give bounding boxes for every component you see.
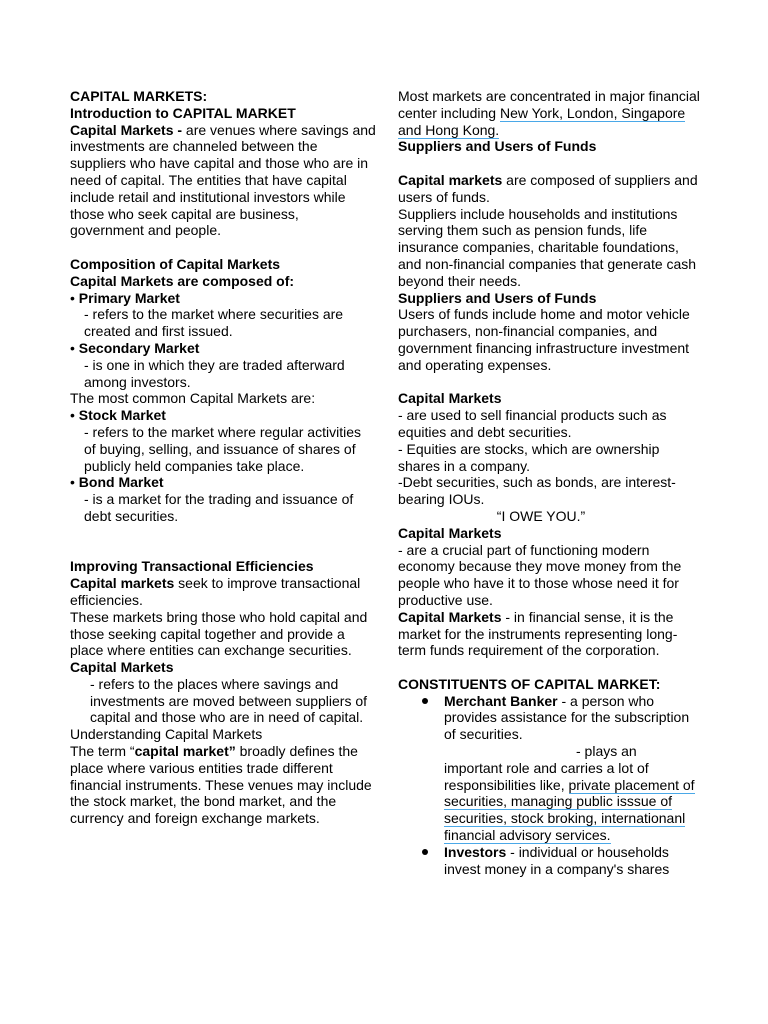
efficiencies-paragraph: These markets bring those who hold capital and those seeking capital together and provide a place where entities can exchange securities. <box>70 608 368 659</box>
debt-line: -Debt securities, such as bonds, are interest-bearing IOUs. <box>398 474 676 508</box>
most-common-markets: The most common Capital Markets are: <box>70 390 316 407</box>
suppliers-paragraph: Suppliers include households and institutions serving them such as pension funds, life insurance companies, charitable foundations, and non-financial companies that generate cash beyond their needs. <box>398 205 697 289</box>
composition-heading: Composition of Capital Markets <box>70 255 281 272</box>
capital-markets-definition-2: - refers to the places where savings and investments are moved between suppliers of capital and those who are in need of capital. <box>90 675 368 726</box>
suppliers-heading: Suppliers and Users of Funds <box>398 138 597 155</box>
efficiencies-heading: Improving Transactional Efficiencies <box>70 558 314 575</box>
equities-line: - Equities are stocks, which are ownership shares in a company. <box>398 440 660 474</box>
right-column <box>398 88 704 877</box>
composed-paragraph: Capital markets are composed of suppliers and users of funds. <box>398 171 698 205</box>
stock-market-item: • Stock Market <box>70 407 166 424</box>
constituents-list <box>398 693 704 878</box>
users-paragraph: Users of funds include home and motor vehicle purchasers, non-financial companies, and government financing infrastructure investment and operating expenses. <box>398 306 690 373</box>
capital-markets-heading-2: Capital Markets <box>70 659 174 676</box>
bond-market-item: • Bond Market <box>70 474 164 491</box>
list-item: Investors - individual or households invest money in a company's shares <box>444 844 704 878</box>
bullet-icon <box>422 698 428 704</box>
secondary-market-definition: - is one in which they are traded afterward among investors. <box>84 356 345 390</box>
efficiencies-definition: Capital markets seek to improve transactional efficiencies. <box>70 575 361 608</box>
primary-market-definition: - refers to the market where securities are created and first issued. <box>84 306 344 340</box>
financial-sense-paragraph: Capital Markets - in financial sense, it is the market for the instruments representing long-term funds requirement of the corporation. <box>398 608 678 659</box>
capital-markets-heading-4: Capital Markets <box>398 524 502 541</box>
crucial-paragraph: - are a crucial part of functioning modern economy because they move money from the people who have it to those whose need it for productive use. <box>398 541 682 608</box>
composed-of-subheading: Capital Markets are composed of: <box>70 272 295 289</box>
merchant-banker-role: - plays an <box>576 743 637 760</box>
secondary-market-item: • Secondary Market <box>70 339 200 356</box>
financial-centers-link[interactable]: New York, London, Singapore and Hong Kong. <box>398 104 686 138</box>
left-column <box>70 88 376 827</box>
understanding-heading: Understanding Capital Markets <box>70 726 263 743</box>
products-line: - are used to sell financial products such as equities and debt securities. <box>398 407 667 440</box>
merchant-banker-responsibilities: important role and carries a lot of responsibilities like, private placement of securities, managing public isssue of securities, stock broking, internationanl financial advisory services. <box>444 759 695 844</box>
doc-title: CAPITAL MARKETS: <box>70 88 208 104</box>
suppliers-heading-2: Suppliers and Users of Funds <box>398 289 597 306</box>
capital-markets-definition: Capital Markets - are venues where savings and investments are channeled between the suppliers who have capital and those who are in need of capital. The entities that have capital include retail and institutional investors while those who seek capital are business, government and people. <box>70 121 376 239</box>
responsibilities-link[interactable]: private placement of securities, managing public isssue of securities, stock broking, internationanl financial advisory services. <box>444 776 695 844</box>
bond-market-definition: - is a market for the trading and issuance of debt securities. <box>84 491 354 524</box>
term-capital-markets: Capital Markets - <box>70 121 183 138</box>
most-markets-paragraph: Most markets are concentrated in major financial center including New York, London, Singapore and Hong Kong. <box>398 88 700 138</box>
list-item: Merchant Banker - a person who provides assistance for the subscription of securities. - plays an important role and carries a lot of responsibilities like, private placement of securities, managing public isssue of securities, stock broking, internationanl financial advisory services. <box>444 693 704 844</box>
constituents-heading: CONSTITUENTS OF CAPITAL MARKET: <box>398 675 661 692</box>
capital-markets-heading-3: Capital Markets <box>398 390 502 407</box>
bullet-icon <box>422 849 428 855</box>
stock-market-definition: - refers to the market where regular activities of buying, selling, and issuance of shares of publicly held companies take place. <box>84 423 361 474</box>
iou-line: “I OWE YOU.” <box>496 507 586 524</box>
term-paragraph: The term “capital market” broadly defines the place where various entities trade different financial instruments. These venues may include the stock market, the bond market, and the currency and foreign exchange markets. <box>70 743 372 827</box>
primary-market-item: • Primary Market <box>70 289 180 306</box>
intro-heading: Introduction to CAPITAL MARKET <box>70 104 296 121</box>
